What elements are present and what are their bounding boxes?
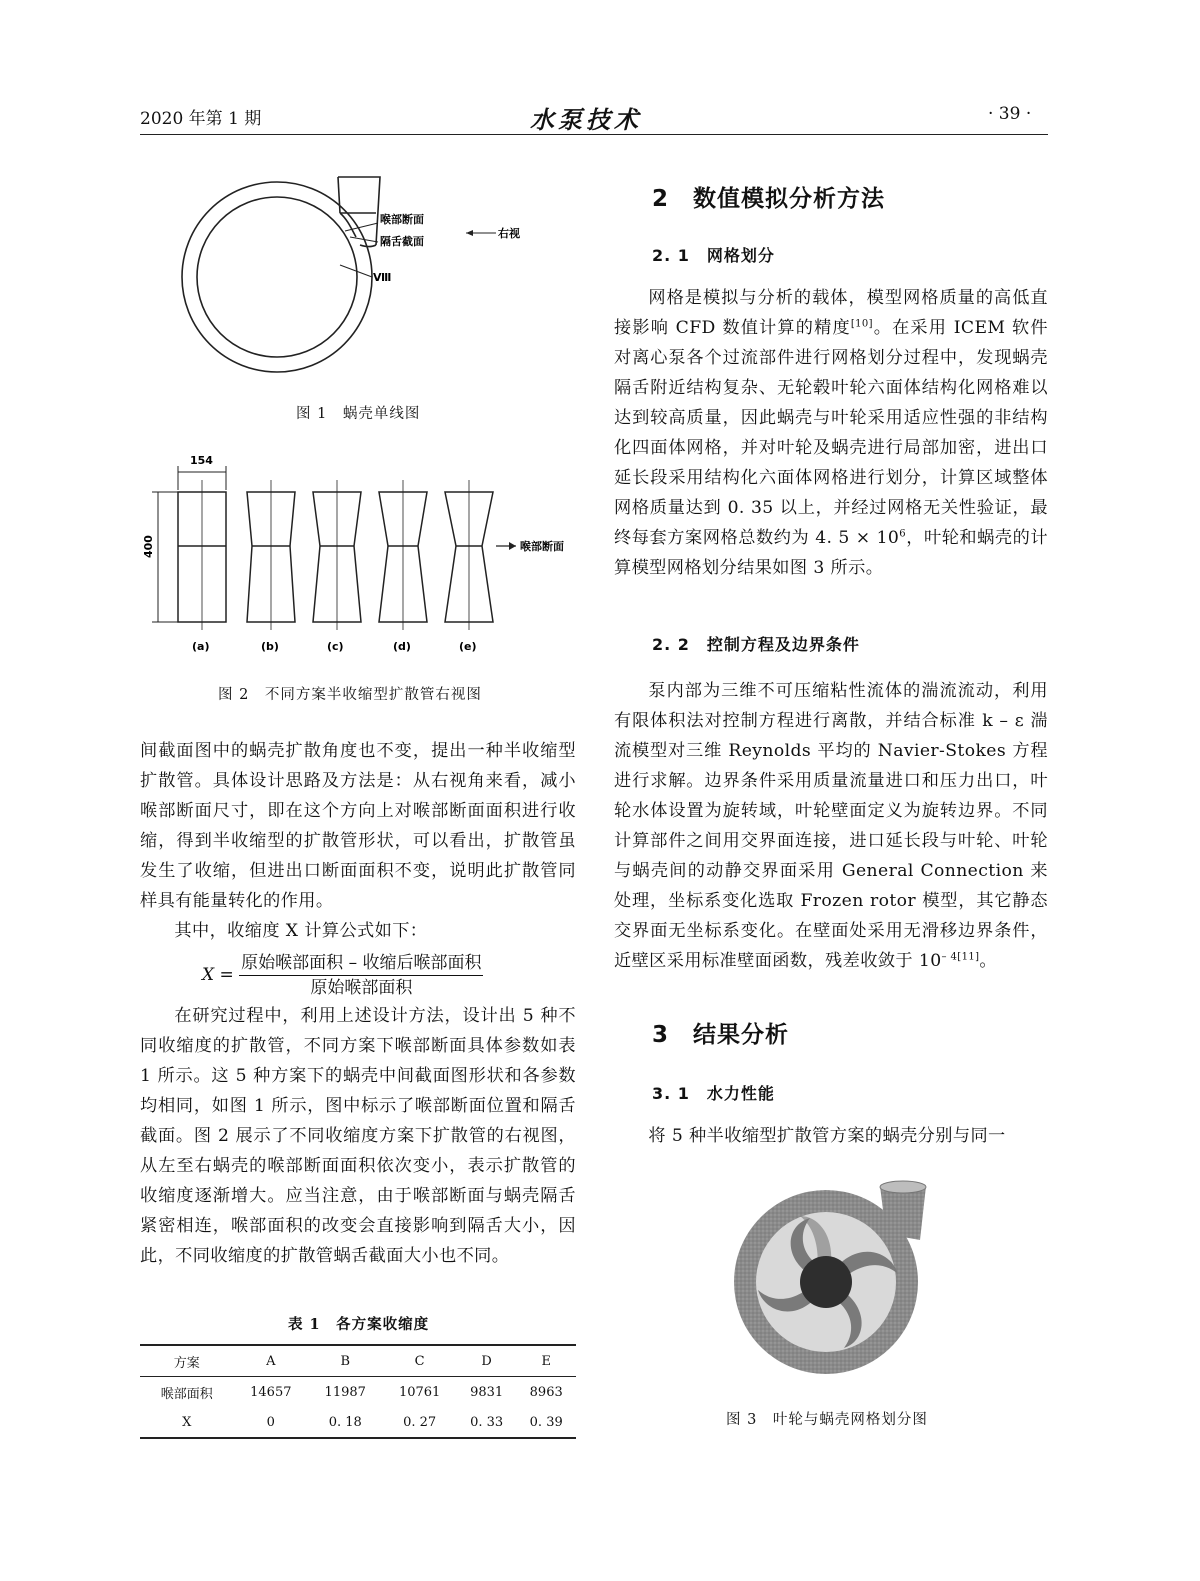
section3-1-para: 将 5 种半收缩型扩散管方案的蜗壳分别与同一 — [648, 1126, 1006, 1146]
table1 — [140, 1344, 576, 1439]
fig2-panel-d: (d) — [393, 640, 411, 653]
formula-denominator: 原始喉部面积 — [310, 978, 413, 998]
formula-lhs: X = — [202, 965, 234, 985]
shrinkage-formula — [202, 951, 483, 1000]
figure3-mesh-image — [730, 1178, 940, 1378]
table1-header-row — [140, 1345, 576, 1377]
fig2-panel-a: (a) — [192, 640, 210, 653]
table1-cell: X — [140, 1407, 234, 1438]
s22-text-a: 泵内部为三维不可压缩粘性流体的湍流流动，利用有限体积法对控制方程进行离散，并结合标准 k – ε 湍流模型对三维 Reynolds 平均的 Navier-Stokes 方程进行求解。边界条件采用质量流量进口和压力出口，叶轮水体设置为旋转域，叶轮壁面定义为旋转边界。不同计算部件之间用交界面连接，进口延长段与叶轮、叶轮与蜗壳间的动静交界面采用 General Connection 来处理，坐标系变化选取 Frozen rotor 模型，其它静态交界面无坐标系变化。在壁面处采用无滑移边界条件，近壁区采用标准壁面函数，残差收敛于 10 — [614, 681, 1048, 971]
fig2-height-label: 400 — [142, 535, 155, 558]
figure1-volute-diagram — [180, 165, 560, 380]
section2-2-title: 2. 2 控制方程及边界条件 — [652, 635, 860, 654]
table1-cell: 喉部面积 — [160, 1386, 213, 1402]
table1-header-cell: 方案 — [140, 1345, 234, 1377]
s21-text-b: 。在采用 ICEM 软件对离心泵各个过流部件进行网格划分过程中，发现蜗壳隔舌附近结构复杂、无轮毂叶轮六面体结构化网格难以达到较高质量，因此蜗壳与叶轮采用适应性强的非结构化四面体网格，并对叶轮及蜗壳进行局部加密，进出口延长段采用结构化六面体网格进行划分，计算区域整体网格质量达到 0. 35 以上，并经过网格无关性验证，最终每套方案网格总数约为 4. 5 × 10 — [614, 318, 1048, 548]
page-number: · 39 · — [988, 104, 1032, 124]
figure3-caption: 图 3 叶轮与蜗壳网格划分图 — [726, 1412, 928, 1428]
s21-exponent: 6 — [899, 528, 907, 540]
section3-title: 3 结果分析 — [652, 1022, 790, 1048]
section2-2-body — [614, 676, 1048, 976]
fig2-width-label: 154 — [190, 454, 213, 467]
table1-cell: 9831 — [470, 1384, 504, 1400]
table1-cell: 0. 27 — [382, 1407, 456, 1438]
fig1-tongue-label: 隔舌截面 — [380, 235, 424, 248]
figure1-caption: 图 1 蜗壳单线图 — [296, 406, 421, 422]
fig2-panel-e: (e) — [459, 640, 477, 653]
fig1-viii-label: Ⅷ — [373, 271, 392, 284]
formula-numerator: 原始喉部面积 – 收缩后喉部面积 — [239, 951, 483, 976]
table1-caption: 表 1 各方案收缩度 — [288, 1316, 430, 1333]
table1-cell: 0. 18 — [308, 1407, 382, 1438]
left-para2: 其中，收缩度 X 计算公式如下： — [174, 921, 428, 941]
table1-cell: 10761 — [398, 1384, 441, 1400]
figure2-caption: 图 2 不同方案半收缩型扩散管右视图 — [218, 687, 482, 703]
journal-title: 水泵技术 — [530, 105, 642, 134]
fig1-throat-label: 喉部断面 — [380, 213, 424, 226]
fig2-panel-c: (c) — [327, 640, 344, 653]
s21-text-a: 网格是模拟与分析的载体，模型网格质量的高低直接影响 CFD 数值计算的精度 — [614, 288, 1048, 338]
section2-title: 2 数值模拟分析方法 — [652, 186, 886, 212]
s21-citation: [10] — [850, 318, 873, 330]
section2-1-para — [614, 283, 1048, 583]
table1-row — [140, 1407, 576, 1438]
table1-cell: 0. 39 — [516, 1407, 576, 1438]
table1-header-cell: D — [457, 1345, 517, 1377]
table1-cell: 0 — [234, 1407, 308, 1438]
table1-cell: 14657 — [250, 1384, 292, 1400]
section3-1-body — [614, 1121, 1048, 1151]
table1-cell: 11987 — [324, 1384, 366, 1400]
table1-row — [140, 1377, 576, 1408]
fig1-right-view-label: 右视 — [498, 227, 520, 240]
s21-text-c: ，叶轮和蜗壳的计算模型网格划分结果如图 3 所示。 — [614, 528, 1048, 578]
s22-text-b: 。 — [979, 951, 997, 971]
section3-1-title: 3. 1 水力性能 — [652, 1084, 775, 1103]
table1-header-cell: E — [516, 1345, 576, 1377]
figure2-diffuser-views — [140, 450, 580, 660]
table1-header-cell: B — [308, 1345, 382, 1377]
section2-2-para — [614, 676, 1048, 976]
table1-cell: 0. 33 — [457, 1407, 517, 1438]
table1-header-cell: C — [382, 1345, 456, 1377]
fig2-throat-label: 喉部断面 — [520, 540, 564, 553]
header-rule — [140, 134, 1048, 135]
s22-exponent: – 4[11] — [941, 951, 980, 963]
left-para1: 间截面图中的蜗壳扩散角度也不变，提出一种半收缩型扩散管。具体设计思路及方法是：从右视角来看，减小喉部断面尺寸，即在这个方向上对喉部断面面积进行收缩，得到半收缩型的扩散管形状，可以看出，扩散管虽发生了收缩，但进出口断面面积不变，说明此扩散管同样具有能量转化的作用。 — [140, 741, 576, 911]
section2-1-body — [614, 283, 1048, 583]
header-issue: 2020 年第 1 期 — [140, 109, 262, 129]
table1-header-cell: A — [234, 1345, 308, 1377]
left-body-part1 — [140, 736, 576, 946]
section2-1-title: 2. 1 网格划分 — [652, 246, 775, 265]
fig2-panel-b: (b) — [261, 640, 279, 653]
table1-cell: 8963 — [529, 1384, 563, 1400]
left-body-part2 — [140, 1001, 576, 1271]
left-para3: 在研究过程中，利用上述设计方法，设计出 5 种不同收缩度的扩散管，不同方案下喉部断面具体参数如表 1 所示。这 5 种方案下的蜗壳中间截面图形状和各参数均相同，如图 1 所示，图中标示了喉部断面位置和隔舌截面。图 2 展示了不同收缩度方案下扩散管的右视图，从左至右蜗壳的喉部断面面积依次变小，表示扩散管的收缩度逐渐增大。应当注意，由于喉部断面与蜗壳隔舌紧密相连，喉部面积的改变会直接影响到隔舌大小，因此，不同收缩度的扩散管蜗舌截面大小也不同。 — [140, 1006, 576, 1266]
